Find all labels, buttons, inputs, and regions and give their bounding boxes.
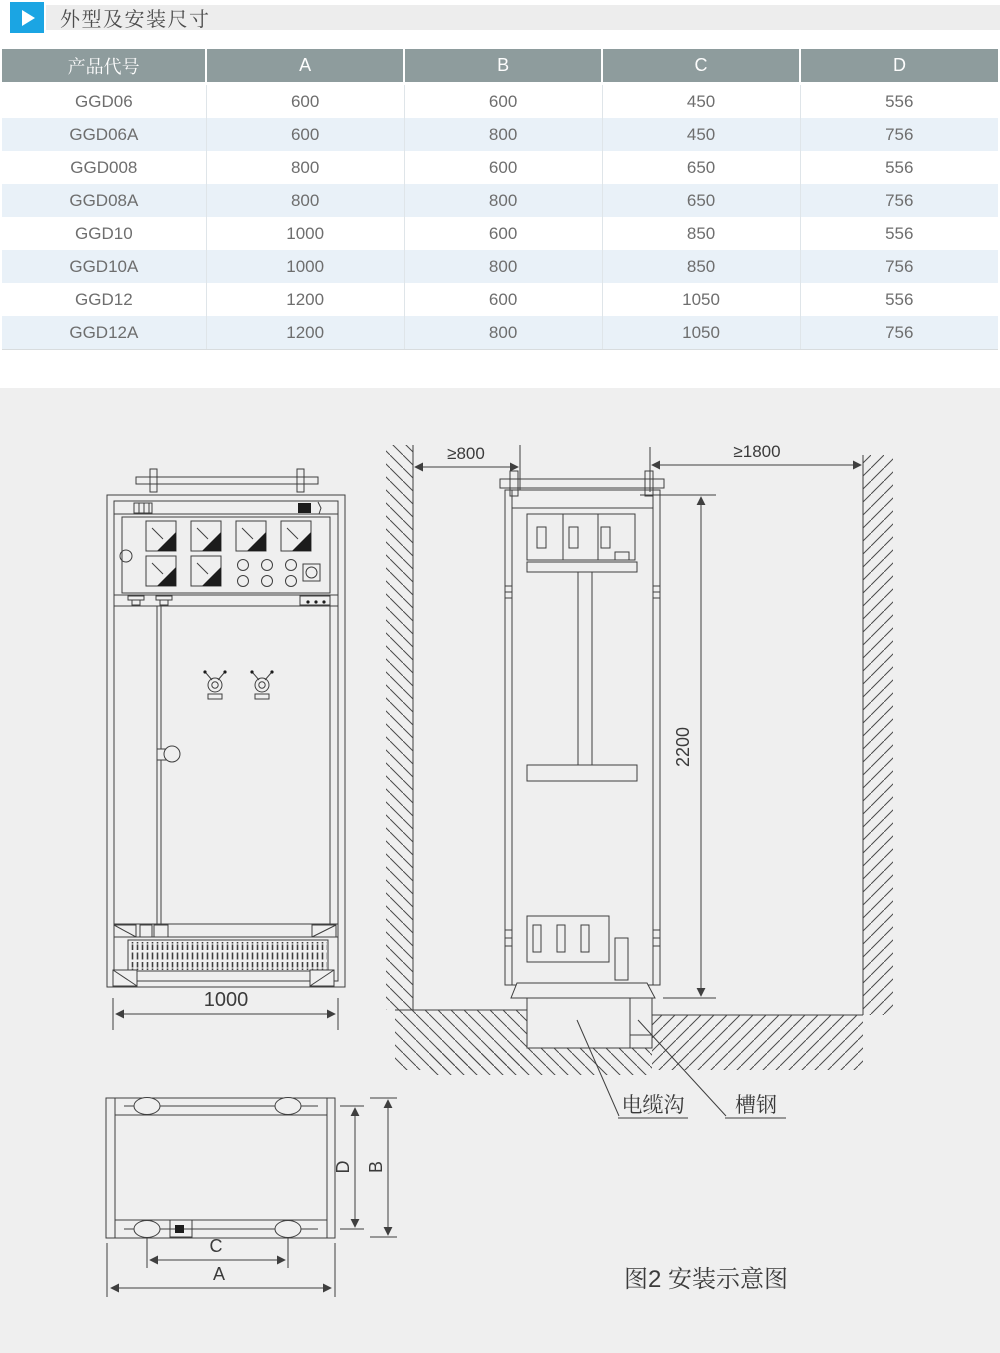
left-clearance-dimension-label: ≥800 bbox=[447, 444, 485, 463]
table-cell: 600 bbox=[404, 217, 602, 250]
table-cell: 850 bbox=[602, 250, 800, 283]
cable-trench-label: 电缆沟 bbox=[621, 1094, 685, 1117]
table-cell: 756 bbox=[885, 124, 914, 144]
side-view bbox=[386, 442, 893, 1118]
table-cell: GGD12 bbox=[2, 283, 206, 316]
table-cell: 600 bbox=[404, 151, 602, 184]
table-cell: 800 bbox=[206, 184, 404, 217]
installation-diagram bbox=[0, 388, 1000, 1353]
column-header: A bbox=[206, 49, 404, 84]
height-dimension-label: 2200 bbox=[673, 726, 693, 768]
table-cell: 800 bbox=[404, 250, 602, 283]
figure-caption: 图2 安装示意图 bbox=[623, 1266, 789, 1293]
column-header: D bbox=[800, 49, 998, 84]
column-header: 产品代号 bbox=[2, 49, 206, 84]
table-cell: GGD06A bbox=[2, 118, 206, 151]
section-marker-icon bbox=[10, 2, 44, 33]
table-cell: 850 bbox=[602, 217, 800, 250]
table-cell: 556 bbox=[885, 157, 914, 177]
table-cell: 1050 bbox=[602, 283, 800, 316]
table-cell: 556 bbox=[885, 223, 914, 243]
channel-steel-label: 槽钢 bbox=[735, 1094, 777, 1117]
dim-b-label: B bbox=[366, 1160, 386, 1174]
table-cell: 756 bbox=[800, 316, 998, 350]
table-cell: GGD08A bbox=[2, 184, 206, 217]
table-cell: GGD008 bbox=[2, 151, 206, 184]
dim-c-label: C bbox=[209, 1236, 223, 1256]
table-cell: 756 bbox=[885, 256, 914, 276]
front-view bbox=[107, 469, 345, 1030]
table-cell: GGD10 bbox=[2, 217, 206, 250]
column-header: B bbox=[404, 49, 602, 84]
table-row bbox=[2, 250, 998, 283]
table-cell: 1200 bbox=[206, 316, 404, 350]
table-cell: 600 bbox=[206, 84, 404, 119]
table-cell: 450 bbox=[602, 118, 800, 151]
section-title-bar bbox=[46, 5, 1000, 30]
dim-d-label: D bbox=[333, 1160, 353, 1174]
dim-a-label: A bbox=[212, 1264, 226, 1284]
table-cell: GGD10A bbox=[2, 250, 206, 283]
top-view bbox=[106, 1098, 397, 1298]
table-cell: 800 bbox=[206, 151, 404, 184]
table-row bbox=[2, 217, 998, 250]
table-cell: 1000 bbox=[206, 250, 404, 283]
table-row bbox=[2, 118, 998, 151]
table-row bbox=[2, 184, 998, 217]
table-cell: GGD06 bbox=[2, 84, 206, 119]
table-cell: 1050 bbox=[602, 316, 800, 350]
table-cell: GGD12A bbox=[2, 316, 206, 350]
table-cell: 800 bbox=[404, 316, 602, 350]
table-cell: 600 bbox=[206, 118, 404, 151]
table-cell: 556 bbox=[885, 91, 914, 111]
table-cell: 650 bbox=[602, 151, 800, 184]
table-cell: 800 bbox=[404, 118, 602, 151]
right-clearance-dimension-label: ≥1800 bbox=[733, 442, 781, 461]
table-row bbox=[2, 151, 998, 184]
table-header-row bbox=[2, 49, 998, 84]
column-header: C bbox=[602, 49, 800, 84]
play-icon bbox=[22, 10, 35, 26]
installation-diagram-panel bbox=[0, 388, 1000, 1353]
dimension-table bbox=[2, 49, 998, 350]
front-width-dimension-label: 1000 bbox=[203, 989, 249, 1011]
table-cell: 600 bbox=[404, 84, 602, 119]
table-row bbox=[2, 316, 998, 350]
table-row bbox=[2, 84, 998, 119]
table-cell: 756 bbox=[885, 190, 914, 210]
table-cell: 450 bbox=[602, 84, 800, 119]
section-title: 外型及安装尺寸 bbox=[60, 9, 211, 31]
section-header bbox=[10, 2, 1000, 33]
table-cell: 650 bbox=[602, 184, 800, 217]
table-cell: 800 bbox=[404, 184, 602, 217]
table-cell: 600 bbox=[404, 283, 602, 316]
table-cell: 1000 bbox=[206, 217, 404, 250]
table-cell: 1200 bbox=[206, 283, 404, 316]
table-cell: 556 bbox=[885, 289, 914, 309]
table-row bbox=[2, 283, 998, 316]
